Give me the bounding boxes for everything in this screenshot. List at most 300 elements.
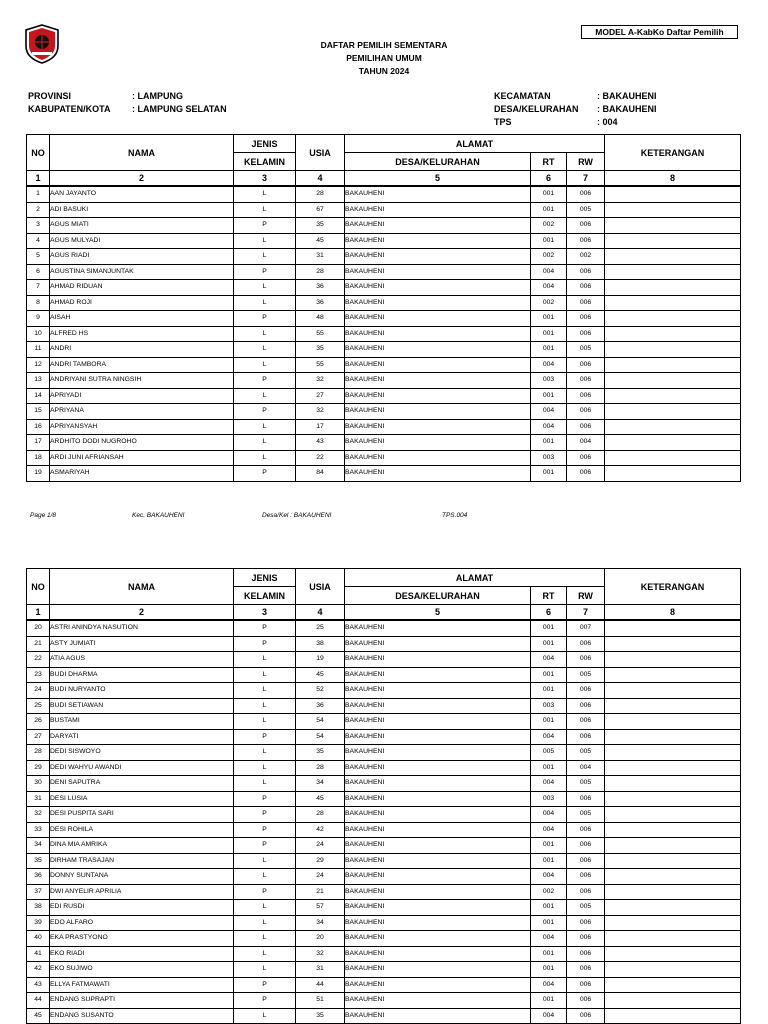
cell-rw: 006 (567, 404, 605, 420)
cell-no: 43 (27, 977, 50, 993)
cell-rt: 001 (531, 900, 567, 916)
cell-jenis-kelamin: L (234, 233, 296, 249)
cell-nama: APRIYADI (50, 388, 234, 404)
cell-no: 35 (27, 853, 50, 869)
cell-desa: BAKAUHENI (345, 915, 531, 931)
cell-rt: 001 (531, 636, 567, 652)
cell-usia: 28 (296, 807, 345, 823)
cell-jenis-kelamin: P (234, 791, 296, 807)
cell-jenis-kelamin: L (234, 342, 296, 358)
cell-usia: 32 (296, 946, 345, 962)
cell-no: 16 (27, 419, 50, 435)
cell-jenis-kelamin: L (234, 776, 296, 792)
cell-desa: BAKAUHENI (345, 946, 531, 962)
desa-label: DESA/KELURAHAN (494, 104, 579, 114)
cell-nama: DENI SAPUTRA (50, 776, 234, 792)
cell-rt: 004 (531, 807, 567, 823)
cell-desa: BAKAUHENI (345, 791, 531, 807)
cell-nama: ARDI JUNI AFRIANSAH (50, 450, 234, 466)
cell-rt: 001 (531, 915, 567, 931)
cell-desa: BAKAUHENI (345, 636, 531, 652)
cell-rt: 001 (531, 435, 567, 451)
cell-no: 18 (27, 450, 50, 466)
cell-keterangan (605, 714, 741, 730)
cell-jenis-kelamin: L (234, 202, 296, 218)
cell-rw: 006 (567, 946, 605, 962)
cell-jenis-kelamin: L (234, 1008, 296, 1024)
cell-usia: 28 (296, 186, 345, 202)
cell-jenis-kelamin: P (234, 838, 296, 854)
cell-jenis-kelamin: L (234, 295, 296, 311)
col-number: 2 (50, 171, 234, 187)
cell-no: 14 (27, 388, 50, 404)
cell-usia: 24 (296, 869, 345, 885)
col-number: 1 (27, 605, 50, 621)
cell-nama: DESI LUSIA (50, 791, 234, 807)
cell-rt: 001 (531, 326, 567, 342)
provinsi-label: PROVINSI (28, 91, 72, 101)
cell-no: 32 (27, 807, 50, 823)
table-row (27, 900, 741, 916)
cell-jenis-kelamin: P (234, 636, 296, 652)
table-row (27, 620, 741, 636)
cell-rw: 005 (567, 202, 605, 218)
table-row (27, 357, 741, 373)
cell-rt: 001 (531, 388, 567, 404)
cell-rt: 001 (531, 620, 567, 636)
cell-jenis-kelamin: L (234, 435, 296, 451)
cell-rw: 004 (567, 435, 605, 451)
cell-no: 15 (27, 404, 50, 420)
tps-value: : 004 (597, 117, 618, 127)
cell-jenis-kelamin: L (234, 683, 296, 699)
col-number: 3 (234, 171, 296, 187)
cell-usia: 57 (296, 900, 345, 916)
cell-no: 7 (27, 280, 50, 296)
cell-usia: 45 (296, 667, 345, 683)
cell-no: 39 (27, 915, 50, 931)
cell-usia: 35 (296, 342, 345, 358)
cell-no: 17 (27, 435, 50, 451)
cell-jenis-kelamin: L (234, 357, 296, 373)
table-row (27, 683, 741, 699)
cell-usia: 35 (296, 218, 345, 234)
cell-keterangan (605, 776, 741, 792)
cell-nama: ASTY JUMIATI (50, 636, 234, 652)
cell-usia: 42 (296, 822, 345, 838)
cell-desa: BAKAUHENI (345, 760, 531, 776)
cell-no: 12 (27, 357, 50, 373)
cell-nama: BUDI DHARMA (50, 667, 234, 683)
cell-usia: 43 (296, 435, 345, 451)
cell-no: 40 (27, 931, 50, 947)
cell-jenis-kelamin: L (234, 714, 296, 730)
cell-jenis-kelamin: L (234, 388, 296, 404)
cell-keterangan (605, 652, 741, 668)
cell-rt: 004 (531, 652, 567, 668)
cell-nama: ASMARIYAH (50, 466, 234, 482)
cell-nama: EDO ALFARO (50, 915, 234, 931)
cell-desa: BAKAUHENI (345, 869, 531, 885)
cell-rt: 003 (531, 450, 567, 466)
cell-keterangan (605, 404, 741, 420)
cell-rt: 005 (531, 745, 567, 761)
cell-desa: BAKAUHENI (345, 450, 531, 466)
cell-no: 21 (27, 636, 50, 652)
cell-jenis-kelamin: L (234, 900, 296, 916)
col-number: 8 (605, 605, 741, 621)
table-row (27, 884, 741, 900)
cell-jenis-kelamin: P (234, 993, 296, 1009)
cell-desa: BAKAUHENI (345, 977, 531, 993)
voter-table-page-2 (26, 568, 741, 1024)
header-no: NO (27, 569, 50, 605)
cell-desa: BAKAUHENI (345, 264, 531, 280)
col-number: 5 (345, 605, 531, 621)
cell-desa: BAKAUHENI (345, 900, 531, 916)
cell-desa: BAKAUHENI (345, 326, 531, 342)
table-row (27, 962, 741, 978)
cell-rw: 006 (567, 233, 605, 249)
cell-jenis-kelamin: P (234, 807, 296, 823)
cell-nama: ASTRI ANINDYA NASUTION (50, 620, 234, 636)
cell-keterangan (605, 869, 741, 885)
cell-jenis-kelamin: L (234, 946, 296, 962)
cell-rt: 002 (531, 884, 567, 900)
cell-rt: 001 (531, 760, 567, 776)
cell-keterangan (605, 884, 741, 900)
cell-rw: 006 (567, 419, 605, 435)
cell-jenis-kelamin: P (234, 404, 296, 420)
cell-desa: BAKAUHENI (345, 822, 531, 838)
cell-keterangan (605, 295, 741, 311)
cell-rt: 002 (531, 218, 567, 234)
cell-nama: ADI BASUKI (50, 202, 234, 218)
cell-usia: 28 (296, 760, 345, 776)
cell-rw: 006 (567, 931, 605, 947)
header-nama: NAMA (50, 135, 234, 171)
cell-jenis-kelamin: L (234, 869, 296, 885)
cell-rt: 001 (531, 466, 567, 482)
footer-page: Page 1/8 (30, 512, 57, 519)
cell-rt: 001 (531, 853, 567, 869)
cell-keterangan (605, 962, 741, 978)
table-row (27, 435, 741, 451)
cell-rw: 006 (567, 186, 605, 202)
cell-no: 3 (27, 218, 50, 234)
cell-jenis-kelamin: L (234, 915, 296, 931)
cell-keterangan (605, 620, 741, 636)
table-row (27, 993, 741, 1009)
table-row (27, 714, 741, 730)
cell-keterangan (605, 357, 741, 373)
cell-rw: 006 (567, 791, 605, 807)
cell-rw: 006 (567, 311, 605, 327)
cell-desa: BAKAUHENI (345, 683, 531, 699)
cell-keterangan (605, 450, 741, 466)
cell-desa: BAKAUHENI (345, 620, 531, 636)
cell-rw: 006 (567, 962, 605, 978)
table-row (27, 186, 741, 202)
cell-keterangan (605, 683, 741, 699)
cell-no: 36 (27, 869, 50, 885)
cell-rt: 004 (531, 419, 567, 435)
cell-no: 41 (27, 946, 50, 962)
table-row (27, 373, 741, 389)
cell-keterangan (605, 729, 741, 745)
col-number: 8 (605, 171, 741, 187)
cell-no: 5 (27, 249, 50, 265)
cell-desa: BAKAUHENI (345, 419, 531, 435)
cell-rt: 001 (531, 667, 567, 683)
cell-nama: APRIYANA (50, 404, 234, 420)
cell-nama: AHMAD ROJI (50, 295, 234, 311)
cell-jenis-kelamin: P (234, 466, 296, 482)
cell-usia: 55 (296, 357, 345, 373)
kecamatan-value: : BAKAUHENI (597, 91, 657, 101)
cell-no: 33 (27, 822, 50, 838)
cell-nama: DIRHAM TRASAJAN (50, 853, 234, 869)
cell-no: 4 (27, 233, 50, 249)
cell-usia: 34 (296, 776, 345, 792)
cell-rw: 006 (567, 714, 605, 730)
cell-rw: 005 (567, 667, 605, 683)
cell-desa: BAKAUHENI (345, 1008, 531, 1024)
table-row (27, 466, 741, 482)
cell-keterangan (605, 388, 741, 404)
table-row (27, 729, 741, 745)
cell-jenis-kelamin: L (234, 853, 296, 869)
header-rw: RW (567, 587, 605, 605)
cell-keterangan (605, 264, 741, 280)
cell-nama: DEDI SISWOYO (50, 745, 234, 761)
cell-usia: 36 (296, 698, 345, 714)
cell-keterangan (605, 326, 741, 342)
cell-no: 31 (27, 791, 50, 807)
footer-kecamatan: Kec. BAKAUHENI (132, 512, 185, 519)
cell-jenis-kelamin: L (234, 667, 296, 683)
cell-keterangan (605, 280, 741, 296)
cell-rw: 006 (567, 388, 605, 404)
cell-desa: BAKAUHENI (345, 218, 531, 234)
cell-desa: BAKAUHENI (345, 745, 531, 761)
kabupaten-value: : LAMPUNG SELATAN (132, 104, 227, 114)
cell-usia: 67 (296, 202, 345, 218)
cell-rt: 003 (531, 373, 567, 389)
cell-rw: 006 (567, 466, 605, 482)
cell-nama: DINA MIA AMRIKA (50, 838, 234, 854)
cell-rt: 001 (531, 186, 567, 202)
cell-nama: EKO SUJIWO (50, 962, 234, 978)
cell-jenis-kelamin: L (234, 652, 296, 668)
cell-usia: 36 (296, 295, 345, 311)
cell-rw: 005 (567, 342, 605, 358)
cell-rt: 001 (531, 946, 567, 962)
cell-jenis-kelamin: L (234, 760, 296, 776)
cell-usia: 45 (296, 233, 345, 249)
table-row (27, 822, 741, 838)
table-row (27, 776, 741, 792)
cell-rw: 006 (567, 729, 605, 745)
cell-keterangan (605, 311, 741, 327)
cell-jenis-kelamin: L (234, 450, 296, 466)
header-jenis: JENIS (234, 569, 296, 587)
cell-jenis-kelamin: L (234, 745, 296, 761)
cell-nama: AHMAD RIDUAN (50, 280, 234, 296)
cell-nama: AISAH (50, 311, 234, 327)
cell-nama: DESI PUSPITA SARI (50, 807, 234, 823)
title-line-1: DAFTAR PEMILIH SEMENTARA (320, 40, 448, 50)
cell-keterangan (605, 838, 741, 854)
cell-no: 19 (27, 466, 50, 482)
cell-desa: BAKAUHENI (345, 388, 531, 404)
cell-nama: ALFRED HS (50, 326, 234, 342)
header-alamat: ALAMAT (345, 135, 605, 153)
cell-usia: 52 (296, 683, 345, 699)
cell-desa: BAKAUHENI (345, 373, 531, 389)
cell-usia: 22 (296, 450, 345, 466)
table-row (27, 388, 741, 404)
cell-desa: BAKAUHENI (345, 435, 531, 451)
cell-desa: BAKAUHENI (345, 652, 531, 668)
table-row (27, 450, 741, 466)
cell-nama: EKA PRASTYONO (50, 931, 234, 947)
cell-jenis-kelamin: P (234, 373, 296, 389)
cell-usia: 51 (296, 993, 345, 1009)
cell-desa: BAKAUHENI (345, 311, 531, 327)
cell-usia: 45 (296, 791, 345, 807)
cell-nama: AGUS RIADI (50, 249, 234, 265)
cell-rw: 006 (567, 838, 605, 854)
table-row (27, 342, 741, 358)
col-number: 4 (296, 605, 345, 621)
cell-nama: ANDRI (50, 342, 234, 358)
cell-nama: DARYATI (50, 729, 234, 745)
col-number: 4 (296, 171, 345, 187)
cell-desa: BAKAUHENI (345, 233, 531, 249)
cell-rt: 004 (531, 822, 567, 838)
cell-nama: AGUSTINA SIMANJUNTAK (50, 264, 234, 280)
cell-no: 22 (27, 652, 50, 668)
cell-no: 37 (27, 884, 50, 900)
cell-keterangan (605, 466, 741, 482)
header-kelamin: KELAMIN (234, 153, 296, 171)
cell-rt: 001 (531, 342, 567, 358)
cell-nama: EDI RUSDI (50, 900, 234, 916)
header-kelamin: KELAMIN (234, 587, 296, 605)
cell-rt: 003 (531, 698, 567, 714)
table-row (27, 218, 741, 234)
model-label: MODEL A-KabKo Daftar Pemilih (581, 25, 738, 39)
cell-keterangan (605, 791, 741, 807)
cell-rw: 007 (567, 620, 605, 636)
col-number: 2 (50, 605, 234, 621)
cell-rw: 006 (567, 636, 605, 652)
cell-nama: ENDANG SUPRAPTI (50, 993, 234, 1009)
table-row (27, 931, 741, 947)
cell-no: 38 (27, 900, 50, 916)
cell-rt: 004 (531, 776, 567, 792)
cell-nama: ENDANG SUSANTO (50, 1008, 234, 1024)
cell-desa: BAKAUHENI (345, 853, 531, 869)
cell-jenis-kelamin: P (234, 884, 296, 900)
cell-rt: 003 (531, 791, 567, 807)
cell-rt: 001 (531, 233, 567, 249)
cell-desa: BAKAUHENI (345, 838, 531, 854)
cell-desa: BAKAUHENI (345, 186, 531, 202)
header-jenis: JENIS (234, 135, 296, 153)
cell-desa: BAKAUHENI (345, 729, 531, 745)
col-number: 1 (27, 171, 50, 187)
cell-keterangan (605, 233, 741, 249)
table-row (27, 652, 741, 668)
cell-jenis-kelamin: P (234, 729, 296, 745)
cell-jenis-kelamin: L (234, 249, 296, 265)
cell-usia: 34 (296, 915, 345, 931)
cell-rw: 005 (567, 900, 605, 916)
header-desa: DESA/KELURAHAN (345, 153, 531, 171)
cell-jenis-kelamin: L (234, 419, 296, 435)
cell-usia: 25 (296, 620, 345, 636)
cell-usia: 84 (296, 466, 345, 482)
cell-no: 9 (27, 311, 50, 327)
cell-nama: AAN JAYANTO (50, 186, 234, 202)
table-row (27, 977, 741, 993)
cell-rw: 006 (567, 822, 605, 838)
header-rt: RT (531, 153, 567, 171)
footer-tps: TPS.004 (442, 512, 468, 519)
cell-jenis-kelamin: L (234, 962, 296, 978)
cell-rw: 006 (567, 295, 605, 311)
cell-desa: BAKAUHENI (345, 776, 531, 792)
cell-desa: BAKAUHENI (345, 884, 531, 900)
kecamatan-label: KECAMATAN (494, 91, 551, 101)
cell-desa: BAKAUHENI (345, 698, 531, 714)
table-row (27, 760, 741, 776)
cell-rw: 006 (567, 884, 605, 900)
col-number: 7 (567, 605, 605, 621)
cell-usia: 36 (296, 280, 345, 296)
cell-desa: BAKAUHENI (345, 202, 531, 218)
header-rt: RT (531, 587, 567, 605)
cell-jenis-kelamin: P (234, 218, 296, 234)
cell-keterangan (605, 698, 741, 714)
table-row (27, 233, 741, 249)
cell-no: 11 (27, 342, 50, 358)
cell-usia: 48 (296, 311, 345, 327)
header-alamat: ALAMAT (345, 569, 605, 587)
header-desa: DESA/KELURAHAN (345, 587, 531, 605)
cell-desa: BAKAUHENI (345, 249, 531, 265)
cell-desa: BAKAUHENI (345, 931, 531, 947)
cell-no: 27 (27, 729, 50, 745)
cell-no: 25 (27, 698, 50, 714)
cell-rt: 001 (531, 311, 567, 327)
cell-keterangan (605, 915, 741, 931)
cell-rw: 006 (567, 683, 605, 699)
cell-keterangan (605, 822, 741, 838)
header-rw: RW (567, 153, 605, 171)
cell-jenis-kelamin: P (234, 620, 296, 636)
table-row (27, 838, 741, 854)
cell-usia: 21 (296, 884, 345, 900)
table-row (27, 698, 741, 714)
cell-rt: 001 (531, 714, 567, 730)
cell-no: 45 (27, 1008, 50, 1024)
cell-desa: BAKAUHENI (345, 993, 531, 1009)
cell-keterangan (605, 342, 741, 358)
cell-nama: DESI ROHILA (50, 822, 234, 838)
